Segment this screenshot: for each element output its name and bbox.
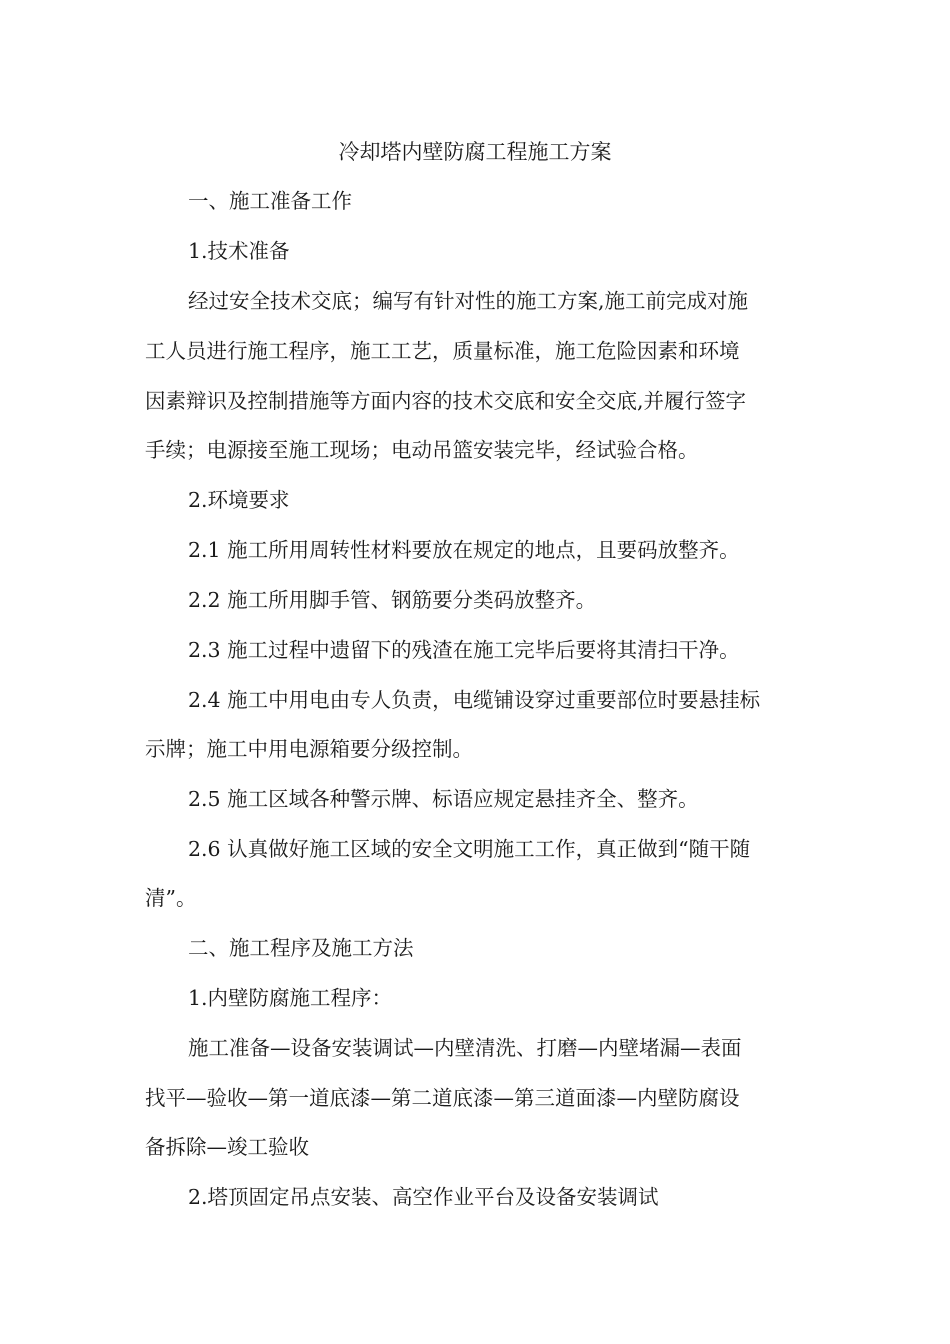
paragraph-line: 工人员进行施工程序，施工工艺，质量标准，施工危险因素和环境 — [145, 339, 740, 363]
paragraph-line: 备拆除—竣工验收 — [145, 1135, 309, 1159]
paragraph-line: 因素辩识及控制措施等方面内容的技术交底和安全交底,并履行签字 — [145, 389, 747, 413]
paragraph-line: 经过安全技术交底；编写有针对性的施工方案,施工前完成对施 — [188, 289, 749, 313]
subheading-procedure: 1.内壁防腐施工程序： — [188, 986, 393, 1010]
list-item-2-6: 2.6 认真做好施工区域的安全文明施工工作，真正做到“随干随 — [188, 837, 751, 861]
subheading-environment: 2.环境要求 — [188, 488, 290, 512]
list-item-2-5: 2.5 施工区域各种警示牌、标语应规定悬挂齐全、整齐。 — [188, 787, 699, 811]
list-item-2-6-cont: 清”。 — [145, 886, 197, 910]
subheading-technical-prep: 1.技术准备 — [188, 239, 290, 263]
list-item-2-3: 2.3 施工过程中遗留下的残渣在施工完毕后要将其清扫干净。 — [188, 638, 740, 662]
paragraph-line: 施工准备—设备安装调试—内壁清洗、打磨—内壁堵漏—表面 — [188, 1036, 742, 1060]
subheading-tower-top: 2.塔顶固定吊点安装、高空作业平台及设备安装调试 — [188, 1185, 659, 1209]
paragraph-line: 手续；电源接至施工现场；电动吊篮安装完毕，经试验合格。 — [145, 438, 699, 462]
document-title: 冷却塔内壁防腐工程施工方案 — [338, 140, 612, 164]
paragraph-line: 找平—验收—第一道底漆—第二道底漆—第三道面漆—内壁防腐设 — [145, 1086, 740, 1110]
list-item-2-4-cont: 示牌；施工中用电源箱要分级控制。 — [145, 737, 473, 761]
list-item-2-4: 2.4 施工中用电由专人负责，电缆铺设穿过重要部位时要悬挂标 — [188, 688, 761, 712]
section-heading-2: 二、施工程序及施工方法 — [188, 936, 414, 960]
list-item-2-2: 2.2 施工所用脚手管、钢筋要分类码放整齐。 — [188, 588, 597, 612]
section-heading-1: 一、施工准备工作 — [188, 189, 352, 213]
list-item-2-1: 2.1 施工所用周转性材料要放在规定的地点，且要码放整齐。 — [188, 538, 740, 562]
